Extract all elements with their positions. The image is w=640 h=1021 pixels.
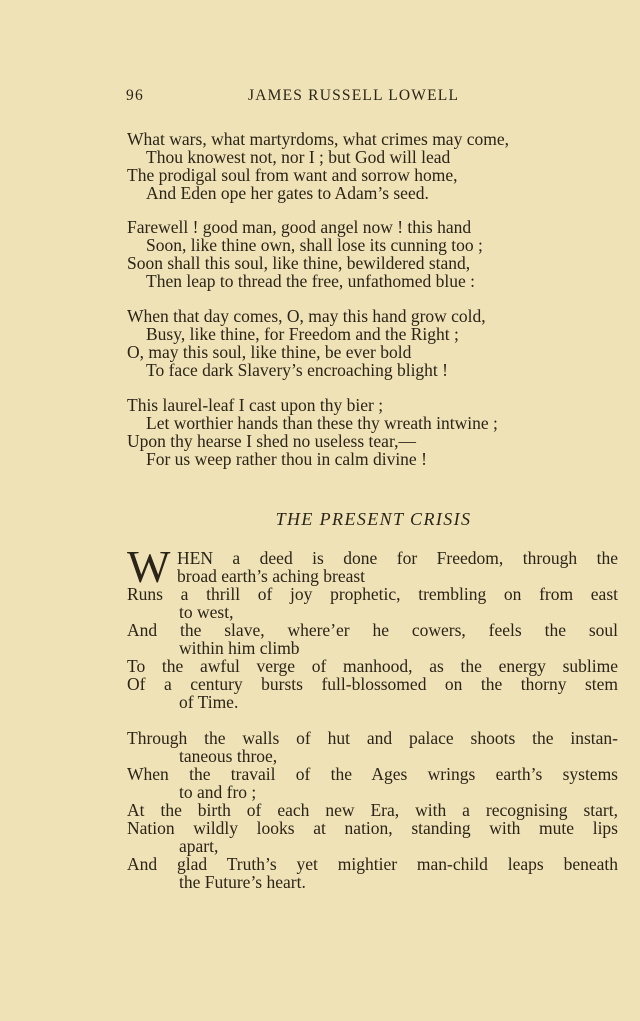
verse-line: And the slave, where’er he cowers, feels the soul — [127, 620, 618, 640]
page-number: 96 — [126, 87, 144, 104]
verse-line: This laurel-leaf I cast upon thy bier ; — [127, 395, 384, 415]
verse-line: Thou knowest not, nor I ; but God will lead — [146, 147, 451, 167]
verse-line: When the travail of the Ages wrings earth’s systems — [127, 764, 618, 784]
verse-line: of Time. — [179, 692, 239, 712]
stanza-3 — [127, 307, 622, 379]
verse-line: Farewell ! good man, good angel now ! this hand — [127, 217, 472, 237]
verse-line: O, may this soul, like thine, be ever bold — [127, 342, 412, 362]
verse-line: When that day comes, O, may this hand grow cold, — [127, 306, 486, 326]
verse-line: What wars, what martyrdoms, what crimes may come, — [127, 129, 509, 149]
verse-line: Of a century bursts full-blossomed on the thorny stem — [127, 674, 618, 694]
verse-line: And Eden ope her gates to Adam’s seed. — [146, 183, 429, 203]
verse-line: Upon thy hearse I shed no useless tear,— — [127, 431, 416, 451]
verse-line: Busy, like thine, for Freedom and the Right ; — [146, 324, 459, 344]
verse-line: broad earth’s aching breast — [177, 566, 366, 586]
crisis-stanza-1 — [127, 585, 618, 711]
drop-cap: W — [127, 541, 171, 592]
verse-line: within him climb — [179, 638, 300, 658]
verse-line: to west, — [179, 602, 234, 622]
verse-line: Runs a thrill of joy prophetic, trembling on from east — [127, 584, 618, 604]
verse-line: And glad Truth’s yet mightier man-child leaps beneath — [127, 854, 618, 874]
stanza-1 — [127, 130, 622, 202]
verse-line: For us weep rather thou in calm divine ! — [146, 449, 427, 469]
verse-line: Let worthier hands than these thy wreath intwine ; — [146, 413, 498, 433]
verse-line: Nation wildly looks at nation, standing with mute lips — [127, 818, 618, 838]
verse-line: HEN a deed is done for Freedom, through the — [177, 548, 618, 568]
poem-title: THE PRESENT CRISIS — [275, 509, 472, 529]
verse-line: apart, — [179, 836, 219, 856]
verse-line: To the awful verge of manhood, as the energy sublime — [127, 656, 618, 676]
opening-lines — [177, 549, 618, 585]
stanza-2 — [127, 218, 622, 290]
stanza-4 — [127, 396, 622, 468]
verse-line: Soon shall this soul, like thine, bewildered stand, — [127, 253, 471, 273]
verse-line: The prodigal soul from want and sorrow home, — [127, 165, 458, 185]
crisis-stanza-2 — [127, 729, 618, 891]
running-head: JAMES RUSSELL LOWELL — [248, 87, 460, 104]
page-header — [126, 87, 620, 109]
verse-line: to and fro ; — [179, 782, 257, 802]
verse-line: taneous throe, — [179, 746, 278, 766]
verse-line: To face dark Slavery’s encroaching blight ! — [146, 360, 448, 380]
verse-line: Soon, like thine own, shall lose its cunning too ; — [146, 235, 483, 255]
verse-line: Through the walls of hut and palace shoots the instan- — [127, 728, 618, 748]
verse-line: At the birth of each new Era, with a recognising start, — [127, 800, 618, 820]
verse-line: Then leap to thread the free, unfathomed blue : — [146, 271, 475, 291]
verse-line: the Future’s heart. — [179, 872, 306, 892]
